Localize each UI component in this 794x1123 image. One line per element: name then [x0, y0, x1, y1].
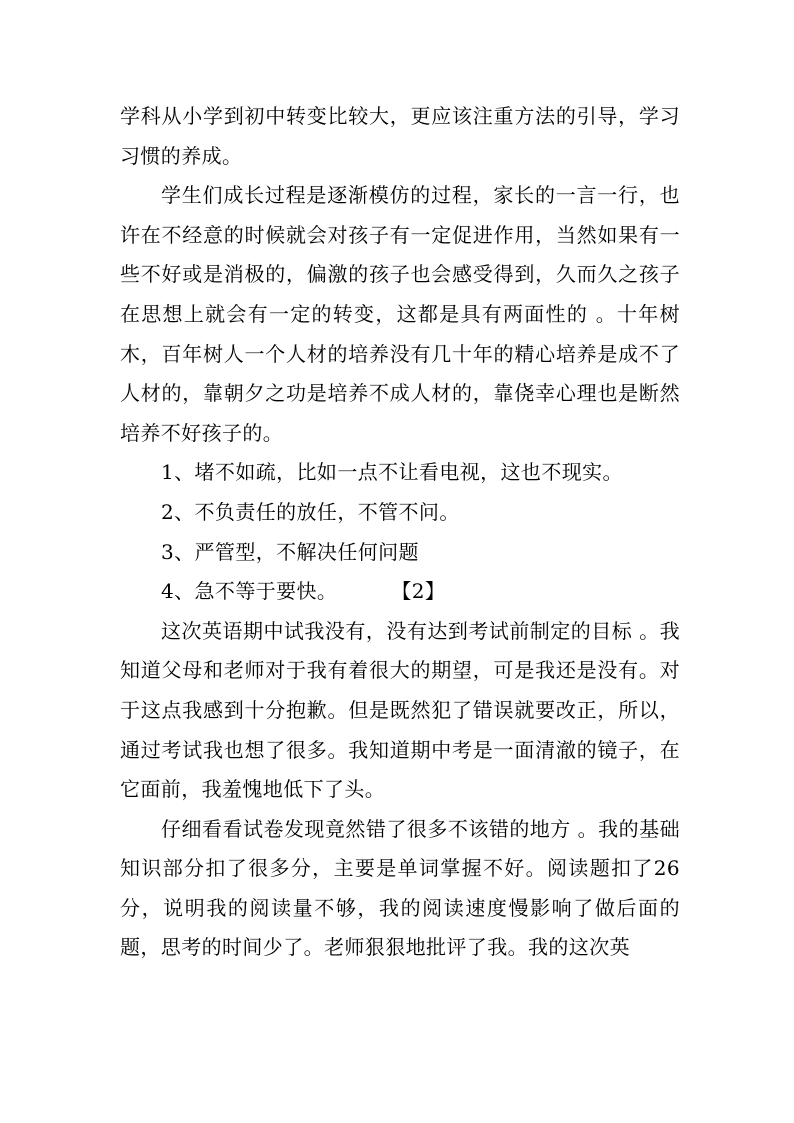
- paragraph-4: 仔细看看试卷发现竟然错了很多不该错的地方 。我的基础知识部分扣了很多分，主要是单词掌握不好。阅读题扣了26分，说明我的阅读量不够，我的阅读速度慢影响了做后面的题，思考的时间少了。老师狠狠地批评了我。我的这次英: [120, 816, 680, 960]
- paragraph-2: 学生们成长过程是逐渐模仿的过程，家长的一言一行，也许在不经意的时候就会对孩子有一定促进作用，当然如果有一些不好或是消极的，偏激的孩子也会感受得到，久而久之孩子在思想上就会有一定的转变，这都是具有两面性的 。十年树木，百年树人一个人材的培养没有几十年的精心培养是成不了人材的，靠朝夕之功是培养不成人材的，靠侥幸心理也是断然培养不好孩子的。: [120, 183, 680, 445]
- list-item-1: 1、堵不如疏，比如一点不让看电视，这也不现实。: [161, 460, 623, 485]
- list-item-3: 3、严管型，不解决任何问题: [161, 539, 419, 564]
- paragraph-3: 这次英语期中试我没有，没有达到考试前制定的目标 。我知道父母和老师对于我有着很大的期望，可是我还是没有。对于这点我感到十分抱歉。但是既然犯了错误就要改正，所以，通过考试我也想了很多。我知道期中考是一面清澈的镜子，在它面前，我羞愧地低下了头。: [120, 618, 680, 802]
- list-item-4: 4、急不等于要快。 【2】: [161, 579, 446, 604]
- list-item-2: 2、不负责任的放任，不管不问。: [161, 499, 460, 524]
- paragraph-1: 学科从小学到初中转变比较大，更应该注重方法的引导，学习习惯的养成。: [120, 104, 680, 168]
- document-body: [120, 97, 680, 968]
